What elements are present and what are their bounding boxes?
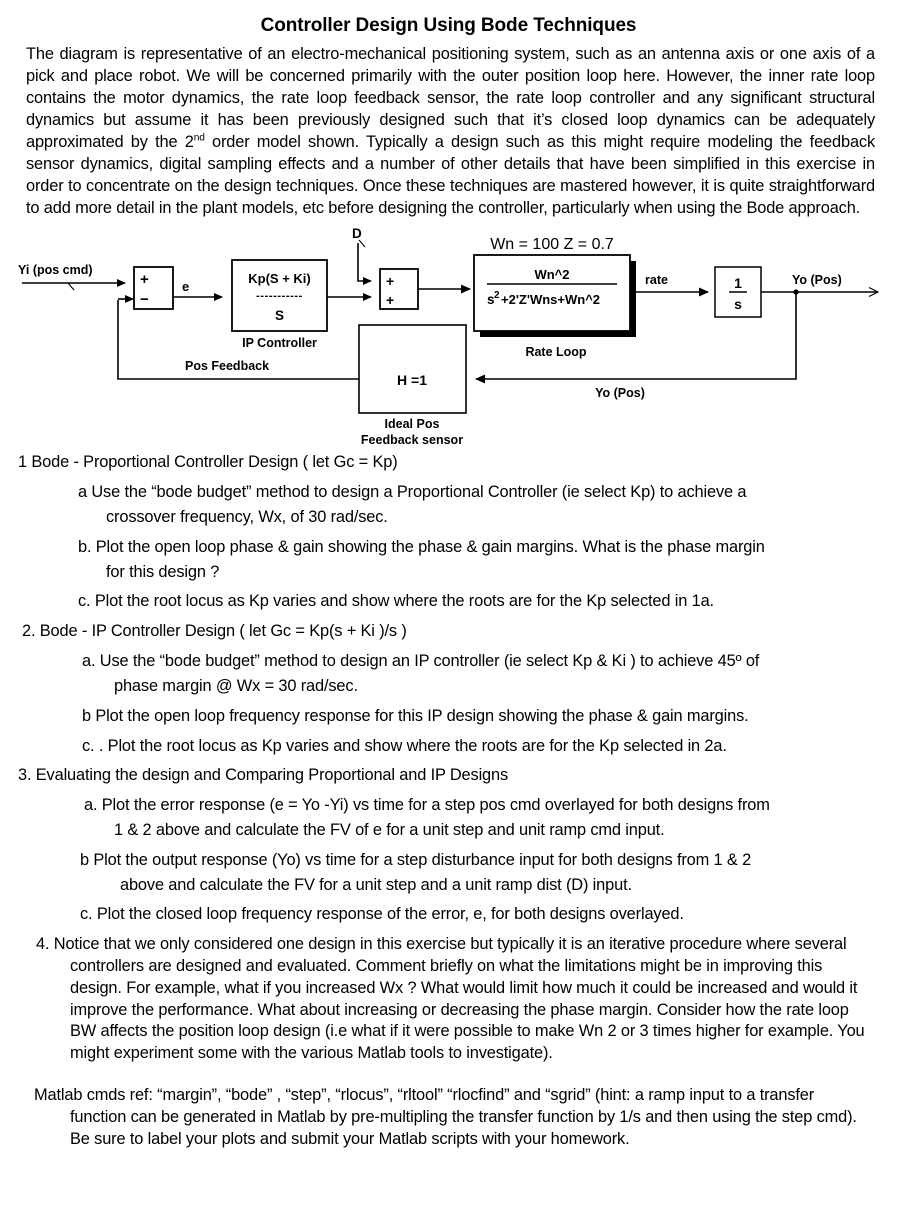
diagram-input-label: Yi (pos cmd) [18, 263, 93, 278]
intro-superscript: nd [193, 132, 205, 144]
page-title: Controller Design Using Bode Techniques [260, 15, 637, 36]
plant-numerator: Wn^2 [534, 267, 570, 283]
section-1c-line1: c. Plot the root locus as Kp varies and show where the roots are for the Kp selected in 1a. [78, 592, 714, 611]
controller-fraction-bar: ----------- [256, 290, 303, 303]
block-diagram [0, 227, 897, 452]
section-4-text: Notice that we only considered one design in this exercise but typically it is an iterative procedure where several controllers are designed and evaluated. Comment briefly on what the limitations might be in improving this design. For example, what if you increased Wx ? What would limit how much it could be increased and would it improve the performance. What about increasing or decreasing the phase margin. Consider how the rate loop BW affects the position loop design (i.e what if it were possible to make Wn 2 or 3 times higher for example. You might experiment some with the various Matlab tools to investigate). [53, 935, 865, 1063]
disturbance-label: D [352, 227, 362, 242]
sum2-plus-bottom: + [386, 292, 395, 309]
sum2-plus-top: + [386, 273, 395, 290]
plant-denominator-s: s [487, 292, 495, 308]
intro-paragraph [26, 43, 875, 220]
pos-feedback-label: Pos Feedback [185, 359, 270, 374]
section-3a-line1: a. Plot the error response (e = Yo -Yi) vs time for a step pos cmd overlayed for both designs from [84, 796, 770, 815]
integrator-denominator: s [734, 296, 742, 313]
document-page [0, 16, 897, 1217]
section-3b-line2: above and calculate the FV for a unit step and a unit ramp dist (D) input. [120, 875, 632, 894]
section-1-heading: 1 Bode - Proportional Controller Design ( let Gc = Kp) [18, 453, 398, 472]
intro-text-part1: The diagram is representative of an electro-mechanical positioning system, such as an antenna axis or one axis of a pick and place robot. We will be concerned primarily with the outer position loop here. However, the inner rate loop contains the motor dynamics, the rate loop feedback sensor, the rate loop controller and any significant structural dynamics but assume it has been previously designed such that it’s closed loop dynamics can be adequately approximated by the 2 [26, 44, 875, 152]
plant-caption: Rate Loop [525, 345, 587, 360]
yo-feedback-label: Yo (Pos) [595, 386, 645, 401]
section-4-marker: 4. [36, 935, 50, 954]
section-1a-line2: crossover frequency, Wx, of 30 rad/sec. [106, 508, 388, 527]
section-1b-line2: for this design ? [106, 562, 220, 581]
output-label: Yo (Pos) [792, 273, 842, 288]
controller-numerator: Kp(S + Ki) [248, 271, 311, 287]
section-3a-line2: 1 & 2 above and calculate the FV of e for a unit step and unit ramp cmd input. [114, 820, 665, 839]
plant-parameters-label: Wn = 100 Z = 0.7 [490, 236, 614, 254]
section-3b-line1: b Plot the output response (Yo) vs time for a step disturbance input for both designs from 1 & 2 [80, 850, 752, 869]
matlab-commands-note: Matlab cmds ref: “margin”, “bode” , “step”, “rlocus”, “rltool” “rlocfind” and “sgrid” (hint: a ramp input to a transfer function can be generated in Matlab by pre-multipling the transfer function by 1/s and then using the step cmd). Be sure to label your plots and submit your Matlab scripts with your homework. [34, 1086, 857, 1148]
section-2a-line1: a. Use the “bode budget” method to design an IP controller (ie select Kp & Ki ) to achieve 45º of [82, 652, 760, 671]
integrator-numerator: 1 [734, 275, 742, 292]
section-3c-line1: c. Plot the closed loop frequency response of the error, e, for both designs overlayed. [80, 905, 684, 924]
controller-caption: IP Controller [242, 336, 317, 351]
section-2-heading: 2. Bode - IP Controller Design ( let Gc = Kp(s + Ki )/s ) [22, 622, 407, 641]
section-2a-line2: phase margin @ Wx = 30 rad/sec. [114, 676, 358, 695]
diagram-error-label: e [182, 279, 190, 295]
feedback-caption-line2: Feedback sensor [360, 433, 464, 448]
intro-text-part2: order model shown. Typically a design such as this might require modeling the feedback sensor dynamics, digital sampling effects and a number of other details that have been simplified in this exercise in order to concentrate on the design techniques. Once these techniques are mastered however, it is quite straightforward to add more detail in the plant models, etc before designing the controller, particularly when using the Bode approach. [26, 133, 875, 218]
section-1b-line1: b. Plot the open loop phase & gain showing the phase & gain margins. What is the phase margin [78, 537, 765, 556]
section-4-paragraph [18, 934, 867, 1065]
controller-denominator: S [274, 308, 285, 324]
plant-denominator-exponent: 2 [494, 290, 500, 302]
plant-denominator-rest: +2'Z'Wns+Wn^2 [501, 292, 601, 308]
feedback-block-label: H =1 [397, 372, 427, 389]
assignment-list [0, 452, 897, 1150]
section-3-heading: 3. Evaluating the design and Comparing Proportional and IP Designs [18, 766, 509, 785]
section-1a-line1: a Use the “bode budget” method to design a Proportional Controller (ie select Kp) to achieve a [78, 483, 747, 502]
section-2c-line1: c. . Plot the root locus as Kp varies and show where the roots are for the Kp selected in 2a. [82, 736, 727, 755]
section-2b-line1: b Plot the open loop frequency response for this IP design showing the phase & gain margins. [82, 706, 749, 725]
sum1-minus-sign: − [140, 291, 149, 309]
sum1-plus-sign: + [140, 271, 149, 289]
rate-signal-label: rate [645, 273, 668, 288]
feedback-caption-line1: Ideal Pos [384, 417, 440, 432]
